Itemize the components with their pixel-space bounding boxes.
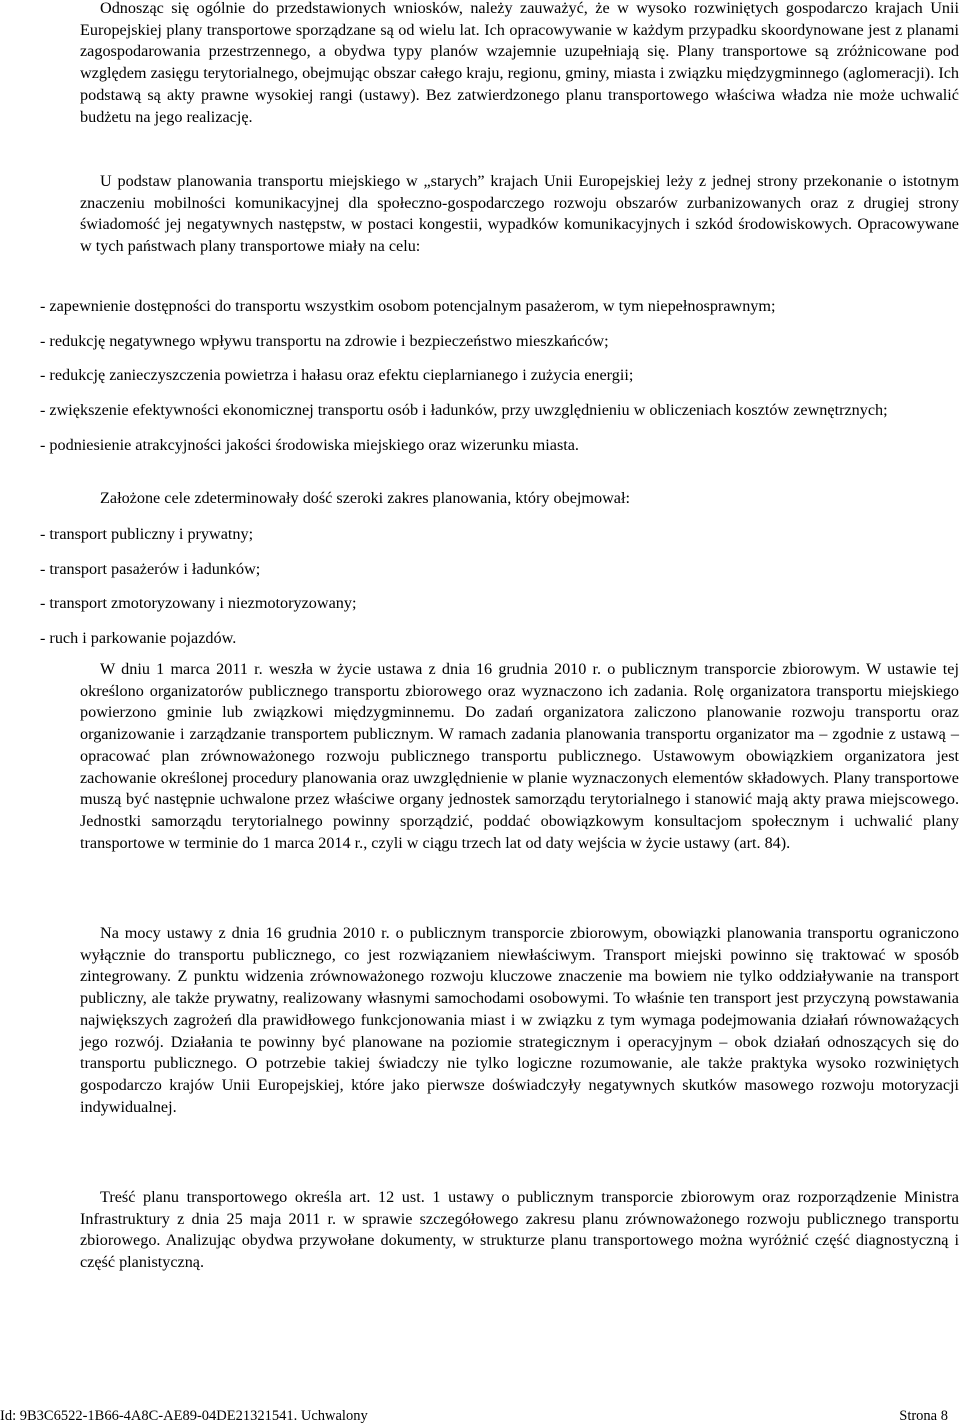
page-footer [0,1407,948,1425]
goals-list [40,296,959,457]
document-id: Id: 9B3C6522-1B66-4A8C-AE89-04DE21321541. Uchwalony [0,1408,368,1424]
list-item: - transport publiczny i prywatny; [40,525,254,543]
list-item: - redukcję zanieczyszczenia powietrza i hałasu oraz efektu cieplarnianego i zużycia energii; [40,366,634,385]
page-number: Strona 8 [899,1408,948,1424]
list-item: - transport zmotoryzowany i niezmotoryzowany; [40,594,357,613]
list-item: - zwiększenie efektywności ekonomicznej transportu osób i ładunków, przy uwzględnieniu w obliczeniach kosztów zewnętrznych; [40,401,888,420]
list-item: - zapewnienie dostępności do transportu wszystkim osobom potencjalnym pasażerom, w tym niepełnosprawnym; [40,297,776,315]
paragraph-2: U podstaw planowania transportu miejskiego w „starych” krajach Unii Europejskiej leży z jednej strony przekonanie o istotnym znaczeniu mobilności komunikacyjnej dla społeczno-gospodarczego rozwoju obszarów zurbanizowanych oraz z drugiej strony świadomość jej negatywnych następstw, w postaci kongestii, wypadków komunikacyjnych i szkód środowiskowych. Opracowywane w tych państwach plany transportowe miały na celu: [80,172,959,256]
list-item: - ruch i parkowanie pojazdów. [40,629,237,648]
paragraph-4: W dniu 1 marca 2011 r. weszła w życie ustawa z dnia 16 grudnia 2010 r. o publicznym transporcie zbiorowym. W ustawie tej określono organizatorów publicznego transportu zbiorowego oraz wyznaczono ich zadania. Rolę organizatora transportu miejskiego powierzono gminie lub związkowi międzygminnemu. Do zadań organizatora zaliczono planowanie rozwoju transportu oraz organizowanie i zarządzanie transportem publicznym. W ramach zadania planowania transportu organizator ma – zgodnie z ustawą – opracować plan zrównoważonego rozwoju publicznego transportu publicznego. Ustawowym obowiązkiem organizatora jest zachowanie określonej procedury planowania oraz uwzględnienie w planie wyznaczonych elementów składowych. Plany transportowe muszą być następnie uchwalone przez właściwe organy jednostek samorządu terytorialnego i stanowić mają akty prawa miejscowego. Jednostki samorządu terytorialnego powinny sporządzić, poddać obowiązkowym konsultacjom społecznym i uchwalić plany transportowe w terminie do 1 marca 2014 r., czyli w ciągu trzech lat od daty wejścia w życie ustawy (art. 84). [80,660,959,852]
paragraph-1: Odnosząc się ogólnie do przedstawionych wniosków, należy zauważyć, że w wysoko rozwiniętych gospodarczo krajach Unii Europejskiej plany transportowe sporządzane są od wielu lat. Ich opracowywanie w każdym przypadku skoordynowane jest z planami zagospodarowania przestrzennego, a obydwa typy planów wzajemnie uzupełniają się. Plany transportowe są zróżnicowane pod względem zasięgu terytorialnego, obejmując obszar całego kraju, regionu, gminy, miasta i związku międzygminnego (aglomeracji). Ich podstawą są akty prawne wysokiej rangi (ustawy). Bez zatwierdzonego planu transportowego właściwa władza nie może uchwalić budżetu na jego realizację. [80,0,959,126]
list-item: - redukcję negatywnego wpływu transportu na zdrowie i bezpieczeństwo mieszkańców; [40,331,609,350]
list-item: - podniesienie atrakcyjności jakości środowiska miejskiego oraz wizerunku miasta. [40,435,579,454]
list-item: - transport pasażerów i ładunków; [40,559,261,578]
paragraph-6: Treść planu transportowego określa art. 12 ust. 1 ustawy o publicznym transporcie zbiorowym oraz rozporządzenie Ministra Infrastruktury z dnia 25 maja 2011 r. w sprawie szczegółowego zakresu planu zrównoważonego rozwoju publicznego transportu zbiorowego. Analizując obydwa przywołane dokumenty, w strukturze planu transportowego można wyróżnić część diagnostyczną i część planistyczną. [80,1188,959,1272]
paragraph-5: Na mocy ustawy z dnia 16 grudnia 2010 r. o publicznym transporcie zbiorowym, obowiązki planowania transportu ograniczono wyłącznie do transportu publicznego, co jest rozwiązaniem niewłaściwym. Transport miejski powinno się traktować w sposób zintegrowany. Z punktu widzenia zrównoważonego rozwoju kluczowe znaczenie ma bowiem nie tylko oddziaływanie na transport publiczny, ale także prywatny, realizowany własnymi samochodami osobowymi. To właśnie ten transport jest przyczyną powstawania największych zagrożeń dla prawidłowego funkcjonowania miast i w związku z tym wymaga podejmowania działań równoważących jego rozwój. Działania te powinny być planowane na poziomie strategicznym i operacyjnym – obok działań odnoszących się do transportu publicznego. O potrzebie takiej świadczy nie tylko logiczne rozumowanie, ale także praktyka wysoko rozwiniętych gospodarczo krajów Unii Europejskiej, które jako pierwsze doświadczyły negatywnych skutków masowego rozwoju motoryzacji indywidualnej. [80,924,959,1116]
paragraph-3: Założone cele zdeterminowały dość szeroki zakres planowania, który obejmował: [100,489,630,507]
scope-list [40,524,959,650]
